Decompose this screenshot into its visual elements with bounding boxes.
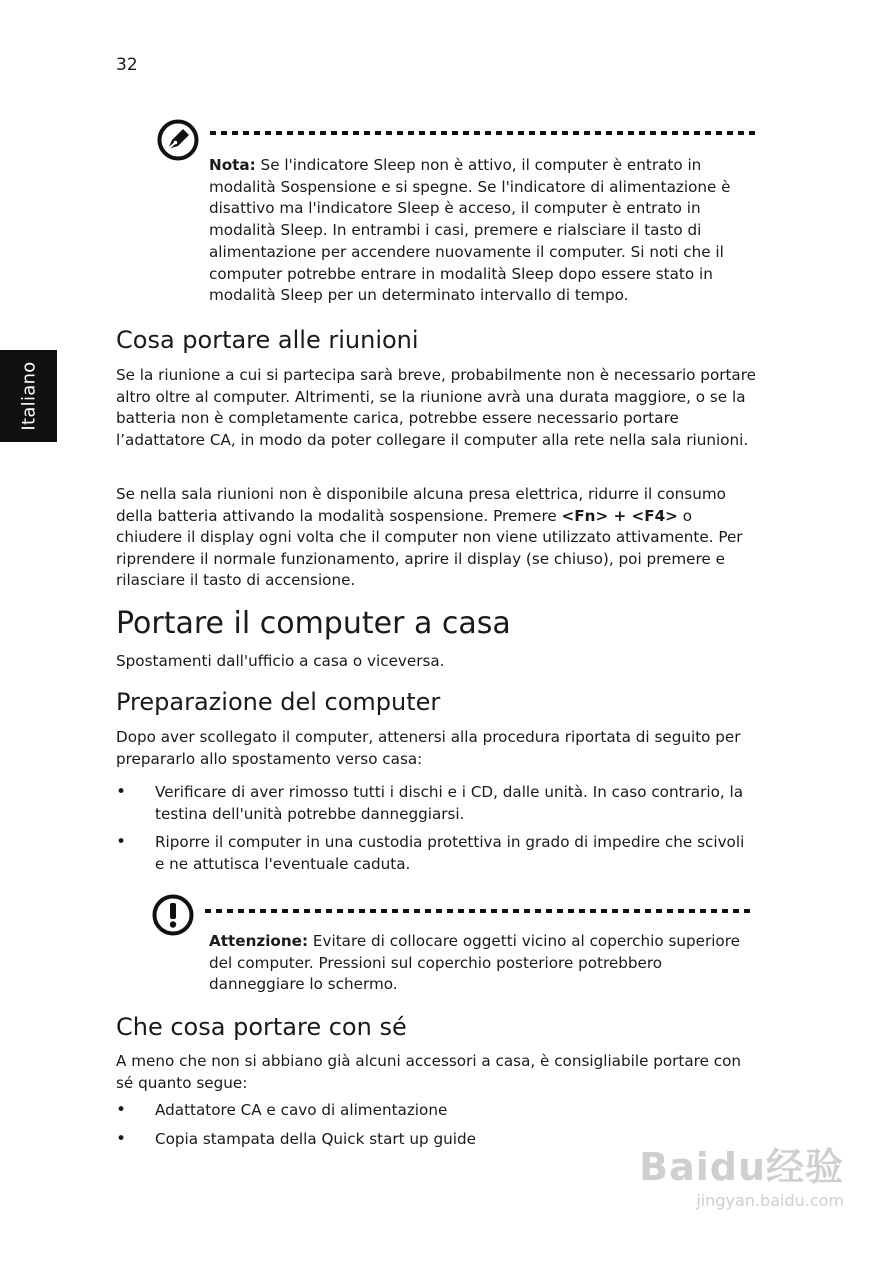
note-label: Nota:	[209, 156, 256, 174]
pen-note-icon	[156, 118, 200, 162]
note-warning	[209, 931, 754, 996]
warning-exclamation-icon	[151, 893, 195, 937]
paragraph-text: Se nella sala riunioni non è disponibile alcuna presa elettrica, ridurre il consumo della batteria attivando la modalità sospensione. Premere	[116, 485, 726, 525]
paragraph-bring-intro: A meno che non si abbiano già alcuni accessori a casa, è consigliabile portare con sé quanto segue:	[116, 1052, 742, 1092]
paragraph-text: o chiudere il display ogni volta che il computer non viene utilizzato attivamente. Per riprendere il normale funzionamento, aprire il display (se chiuso), poi premere e rilasciare il tasto di accensione.	[116, 506, 743, 590]
language-label: Italiano	[18, 361, 39, 431]
note-sleep	[209, 155, 754, 307]
watermark	[634, 1144, 844, 1244]
watermark-url: jingyan.baidu.com	[696, 1191, 844, 1210]
preparation-list	[116, 782, 756, 882]
note-body: Se l'indicatore Sleep non è attivo, il computer è entrato in modalità Sospensione e si spegne. Se l'indicatore di alimentazione è disattivo ma l'indicatore Sleep è acceso, il computer è entrato in modalità Sleep. In entrambi i casi, premere e rialsciare il tasto di alimentazione per accendere nuovamente il computer. Si noti che il computer potrebbe entrare in modalità Sleep dopo essere stato in modalità Sleep per un determinato intervallo di tempo.	[209, 156, 731, 305]
language-side-tab	[0, 350, 57, 442]
heading-preparation: Preparazione del computer	[116, 688, 441, 716]
paragraph-preparation-intro: Dopo aver scollegato il computer, attenersi alla procedura riportata di seguito per prepararlo allo spostamento verso casa:	[116, 728, 741, 768]
list-item: • Copia stampata della Quick start up guide	[116, 1129, 756, 1151]
note-label: Attenzione:	[209, 932, 309, 950]
list-item: • Verificare di aver rimosso tutti i dischi e i CD, dalle unità. In caso contrario, la testina dell'unità potrebbe danneggiarsi.	[116, 782, 756, 825]
page-number: 32	[116, 55, 138, 75]
watermark-logo: Baidu经验	[639, 1145, 844, 1189]
paragraph-meetings-1: Se la riunione a cui si partecipa sarà breve, probabilmente non è necessario portare altro oltre al computer. Altrimenti, se la riunione avrà una durata maggiore, o se la batteria non è completamente carica, potrebbe essere necessario portare l’adattatore CA, in modo da poter collegare il computer alla rete nella sala riunioni.	[116, 366, 756, 449]
list-item: • Adattatore CA e cavo di alimentazione	[116, 1100, 756, 1122]
heading-home: Portare il computer a casa	[116, 606, 511, 641]
key-combination: <Fn> + <F4>	[561, 506, 678, 525]
note-body: Evitare di collocare oggetti vicino al coperchio superiore del computer. Pressioni sul coperchio posteriore potrebbero danneggiare lo schermo.	[209, 932, 740, 994]
list-item: • Riporre il computer in una custodia protettiva in grado di impedire che scivoli e ne attutisca l'eventuale caduta.	[116, 832, 756, 875]
paragraph-meetings-2	[116, 484, 756, 592]
heading-bring: Che cosa portare con sé	[116, 1013, 407, 1041]
heading-meetings: Cosa portare alle riunioni	[116, 326, 419, 354]
paragraph-home-intro: Spostamenti dall'ufficio a casa o viceversa.	[116, 652, 445, 670]
note-divider	[210, 131, 758, 135]
note-divider	[205, 909, 755, 913]
